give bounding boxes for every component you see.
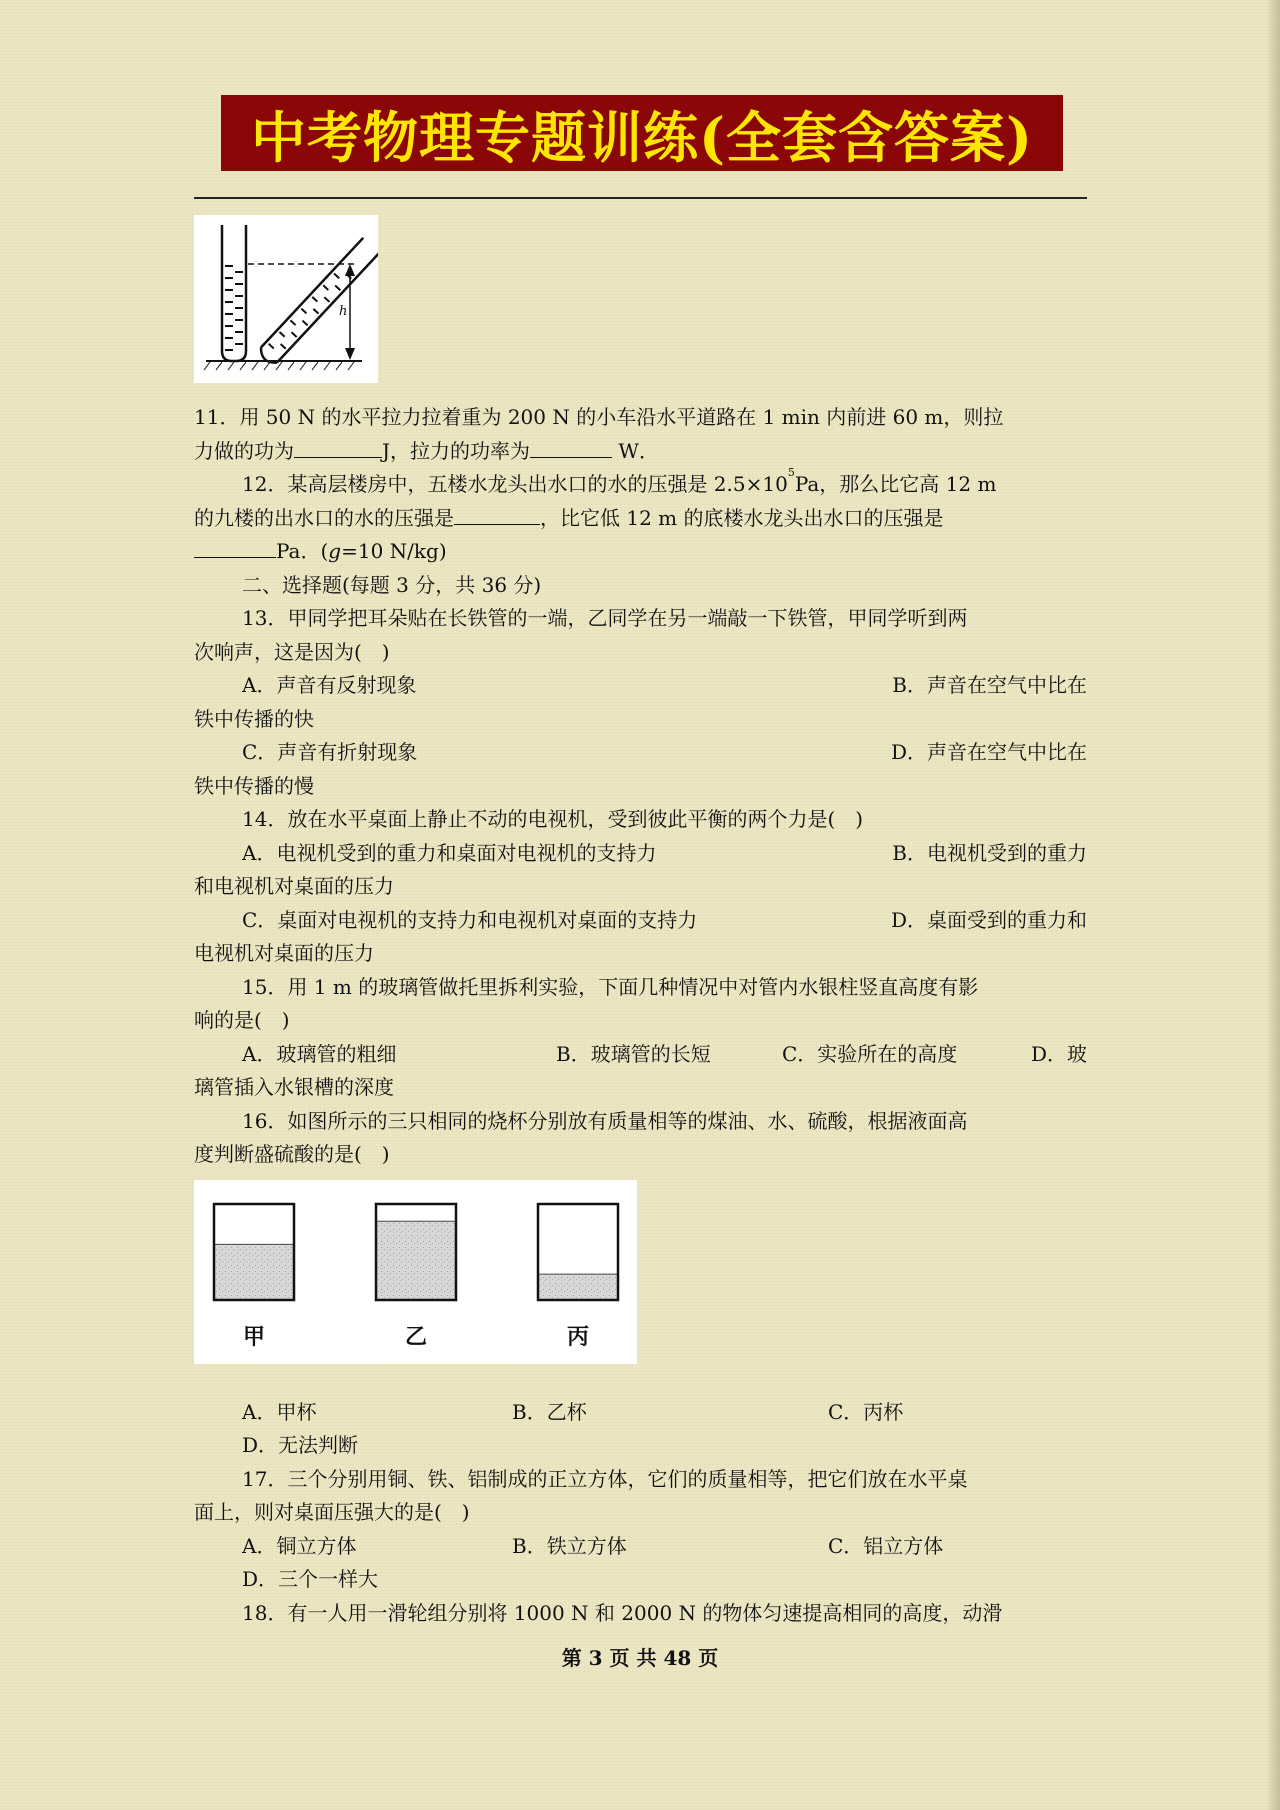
figure-beakers <box>194 1180 637 1364</box>
q13-stem-1: 13．甲同学把耳朵贴在长铁管的一端，乙同学在另一端敲一下铁管，甲同学听到两 <box>242 606 968 630</box>
beaker-label: 乙 <box>404 1325 428 1350</box>
figure-tubes <box>194 215 378 383</box>
option-b[interactable]: B．声音在空气中比在 <box>892 673 1087 697</box>
q15-stem-1: 15．用 1 m 的玻璃管做托里拆利实验，下面几种情况中对管内水银柱竖直高度有影 <box>242 974 979 999</box>
q12-line-3: Pa．(g=10 N/kg) <box>194 535 1087 569</box>
option-c[interactable]: C．桌面对电视机的支持力和电视机对桌面的支持力 <box>242 907 698 932</box>
q13-option-b-cont: 铁中传播的快 <box>194 706 314 731</box>
q13-options-cd <box>194 736 1087 770</box>
option-d[interactable]: D．桌面受到的重力和 <box>890 907 1087 932</box>
header-rule <box>194 197 1087 199</box>
option-c[interactable]: C．实验所在的高度 <box>782 1041 958 1066</box>
page-edge-shadow <box>1266 0 1280 1810</box>
option-a[interactable]: A．声音有反射现象 <box>242 673 417 697</box>
option-b[interactable]: B．铁立方体 <box>512 1533 627 1558</box>
q16-stem-2: 度判断盛硫酸的是( ) <box>194 1142 390 1166</box>
q13-options-ab <box>194 669 1087 703</box>
q15-stem-2: 响的是( ) <box>194 1008 290 1032</box>
option-d[interactable]: D．三个一样大 <box>242 1567 379 1591</box>
beaker-label: 丙 <box>566 1325 590 1350</box>
option-a[interactable]: A．玻璃管的粗细 <box>242 1041 397 1066</box>
beaker-liquid <box>376 1221 456 1300</box>
option-d[interactable]: D．声音在空气中比在 <box>890 740 1087 764</box>
option-b[interactable]: B．电视机受到的重力 <box>892 840 1087 865</box>
q17-stem-2: 面上，则对桌面压强大的是( ) <box>194 1500 470 1524</box>
option-c[interactable]: C．丙杯 <box>828 1399 904 1424</box>
q16-option-d-line <box>194 1429 1087 1463</box>
banner-title: 中考物理专题训练(全套含答案) <box>250 104 1034 170</box>
beaker-liquid <box>214 1244 294 1300</box>
page-footer: 第 3 页 共 48 页 <box>561 1646 719 1670</box>
option-c[interactable]: C．铝立方体 <box>828 1533 944 1558</box>
option-b[interactable]: B．玻璃管的长短 <box>556 1041 711 1066</box>
q13-stem-2: 次响声，这是因为( ) <box>194 639 390 664</box>
height-label: h <box>339 304 348 319</box>
q14-options-ab <box>194 837 1087 871</box>
q14-option-b-cont: 和电视机对桌面的压力 <box>194 874 394 898</box>
q14-options-cd <box>194 904 1087 938</box>
option-d[interactable]: D．无法判断 <box>242 1433 359 1457</box>
q14-option-d-cont: 电视机对桌面的压力 <box>194 941 374 965</box>
q16-options <box>194 1396 1087 1430</box>
option-b[interactable]: B．乙杯 <box>512 1399 587 1424</box>
q14-stem: 14．放在水平桌面上静止不动的电视机，受到彼此平衡的两个力是( ) <box>242 807 864 831</box>
beaker-liquid <box>538 1274 618 1300</box>
option-a[interactable]: A．铜立方体 <box>242 1533 357 1558</box>
answer-blank[interactable] <box>454 504 540 525</box>
q12-line-2: 的九楼的出水口的水的压强是 ，比它低 12 m 的底楼水龙头出水口的压强是 <box>194 505 944 530</box>
q11-line-1: 11．用 50 N 的水平拉力拉着重为 200 N 的小车沿水平道路在 1 min 内前进 60 m，则拉 <box>194 405 1004 429</box>
q12-line-1: 12．某高层楼房中，五楼水龙头出水口的水的压强是 $2.5\times 10^5Pa$，那么比它高 12 m <box>242 468 997 496</box>
beaker-label: 甲 <box>242 1325 266 1350</box>
q18-stem-1: 18．有一人用一滑轮组分别将 1000 N 和 2000 N 的物体匀速提高相同的高度，动滑 <box>242 1600 1003 1625</box>
option-a[interactable]: A．甲杯 <box>242 1399 317 1424</box>
option-d[interactable]: D．玻 <box>1030 1041 1087 1066</box>
question-content <box>194 401 1087 1630</box>
q17-options <box>194 1530 1087 1564</box>
answer-blank[interactable] <box>294 437 382 458</box>
q11-line-2: 力做的功为 J，拉力的功率为 W． <box>194 438 659 463</box>
title-banner <box>221 95 1063 171</box>
q15-option-d-cont: 璃管插入水银槽的深度 <box>194 1075 394 1099</box>
q13-option-d-cont: 铁中传播的慢 <box>194 773 314 798</box>
q17-option-d-line <box>194 1563 1087 1597</box>
q16-stem-1: 16．如图所示的三只相同的烧杯分别放有质量相等的煤油、水、硫酸，根据液面高 <box>242 1108 968 1133</box>
answer-blank[interactable] <box>530 437 612 458</box>
section-title: 二、选择题(每题 3 分，共 36 分) <box>242 572 542 597</box>
q17-stem-1: 17．三个分别用铜、铁、铝制成的正立方体，它们的质量相等，把它们放在水平桌 <box>242 1466 968 1491</box>
q15-options <box>194 1038 1087 1072</box>
option-c[interactable]: C．声音有折射现象 <box>242 740 418 764</box>
option-a[interactable]: A．电视机受到的重力和桌面对电视机的支持力 <box>242 840 657 865</box>
answer-blank[interactable] <box>194 537 276 558</box>
